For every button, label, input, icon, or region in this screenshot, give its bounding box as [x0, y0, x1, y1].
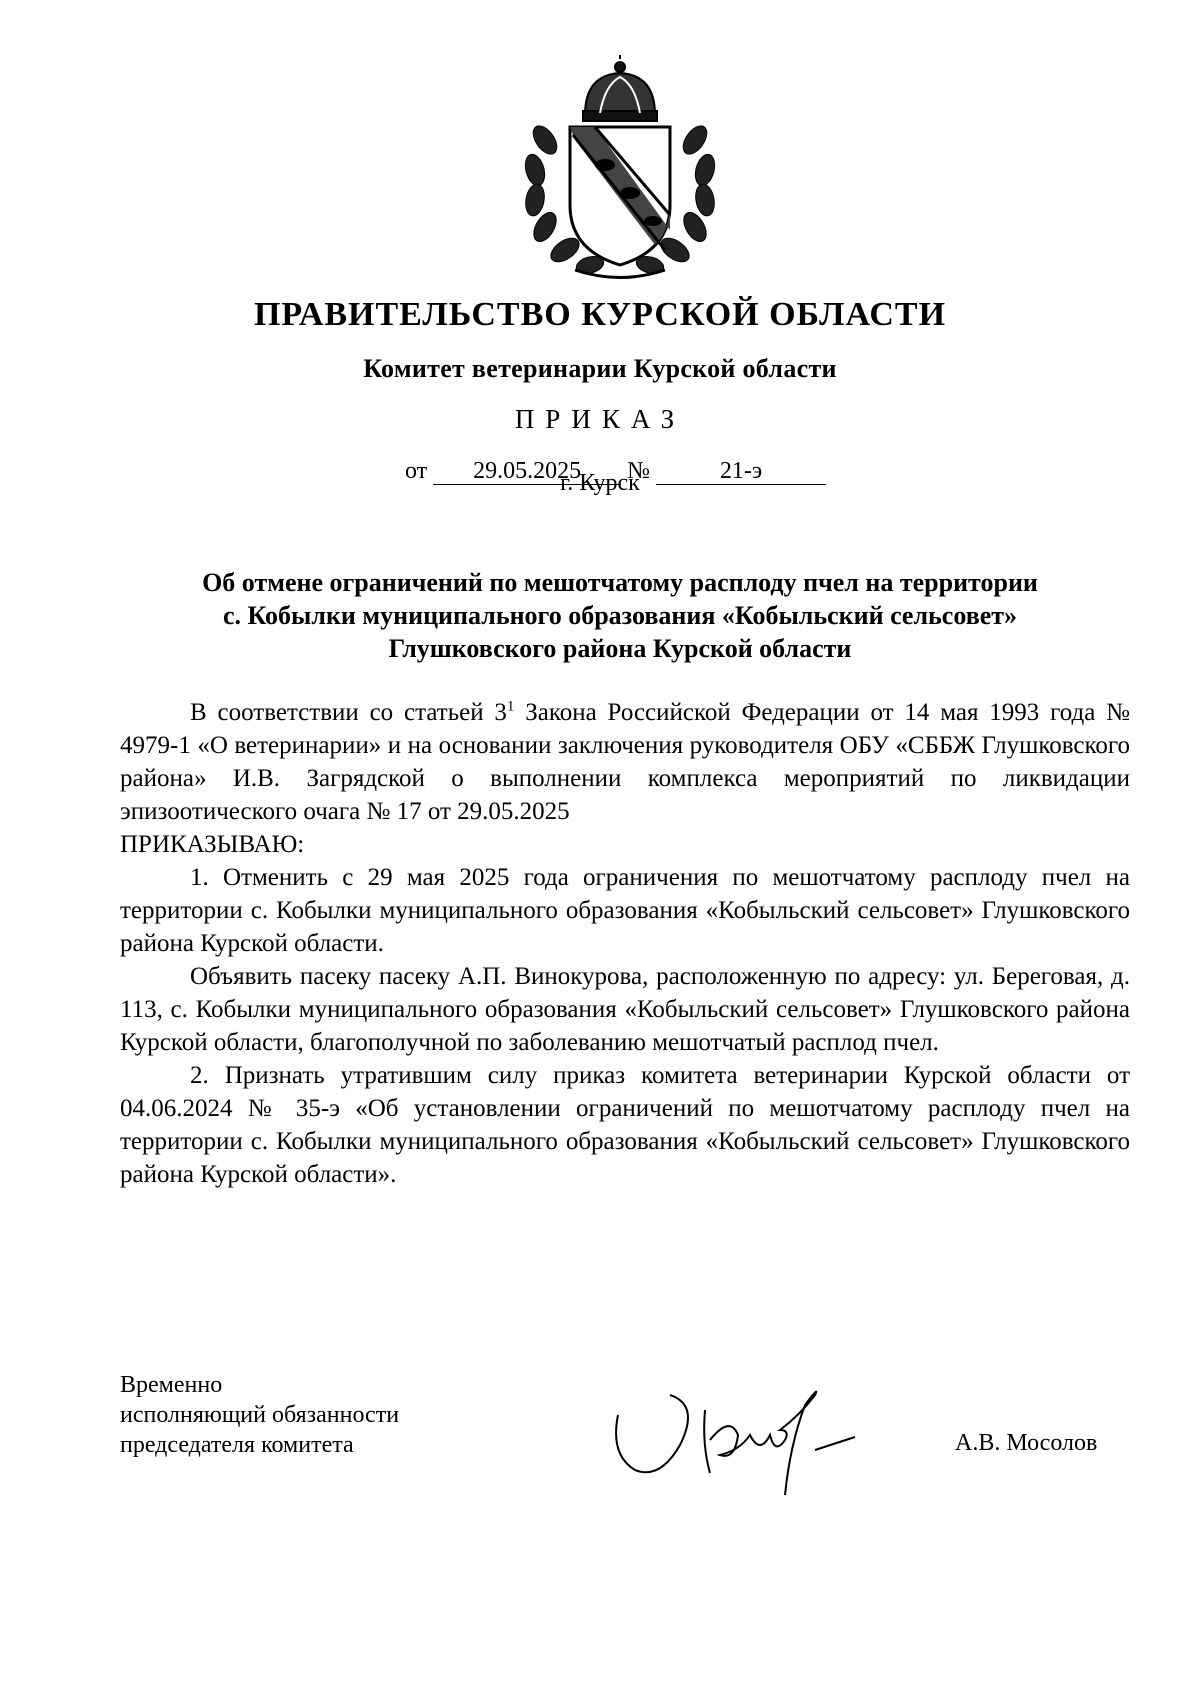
date-prefix: от — [405, 458, 428, 484]
number-prefix: № — [627, 458, 651, 484]
order-item-2: 2. Признать утратившим силу приказ комитета ветеринарии Курской области от 04.06.2024 № 35-э «Об установлении ограничений по мешотчатому расплоду пчел на территории с. Кобылки муниципального образования «Кобыльский сельсовет» Глушковского района Курской области». — [120, 1062, 1130, 1188]
document-body — [120, 696, 1130, 1191]
signer-position: Временно исполняющий обязанности председателя комитета — [120, 1372, 400, 1458]
committee-name: Комитет ветеринарии Курской области — [363, 354, 837, 383]
order-item-1-extra: Объявить пасеку пасеку А.П. Винокурова, расположенную по адресу: ул. Береговая, д. 113, с. Кобылки муниципального образования «Кобыльский сельсовет» Глушковского района Курской области, благополучной по заболеванию мешотчатый расплод пчел. — [120, 963, 1130, 1056]
order-item-1: 1. Отменить с 29 мая 2025 года ограничения по мешотчатому расплоду пчел на территории с. Кобылки муниципального образования «Кобыльский сельсовет» Глушковского района Курской области. — [120, 864, 1130, 957]
subject-line: с. Кобылки муниципального образования «Кобыльский сельсовет» — [222, 601, 1018, 630]
coat-of-arms-icon — [505, 55, 735, 285]
document-number: 21-э — [656, 458, 826, 485]
signature-icon — [610, 1375, 870, 1505]
document-date: 29.05.2025 — [433, 458, 621, 485]
subject-line: Об отмене ограничений по мешотчатому расплоду пчел на территории — [202, 568, 1038, 597]
intro-paragraph: В соответствии со статьей $3^1$ Закона Российской Федерации от 14 мая 1993 года № 4979-1 «О ветеринарии» и на основании заключения руководителя ОБУ «СББЖ Глушковского района» И.В. Загрядской о выполнении комплекса мероприятий по ликвидации эпизоотического очага № 17 от 29.05.2025 — [120, 698, 1131, 825]
subject-line: Глушковского района Курской области — [388, 634, 852, 663]
article-superscript: 1 — [506, 698, 515, 715]
city: г. Курск — [560, 470, 640, 496]
document-type: ПРИКАЗ — [514, 404, 686, 434]
signer-name: А.В. Мосолов — [955, 1430, 1098, 1456]
government-title: ПРАВИТЕЛЬСТВО КУРСКОЙ ОБЛАСТИ — [253, 296, 947, 333]
order-word: ПРИКАЗЫВАЮ: — [120, 831, 305, 858]
document-subject — [120, 566, 1120, 665]
